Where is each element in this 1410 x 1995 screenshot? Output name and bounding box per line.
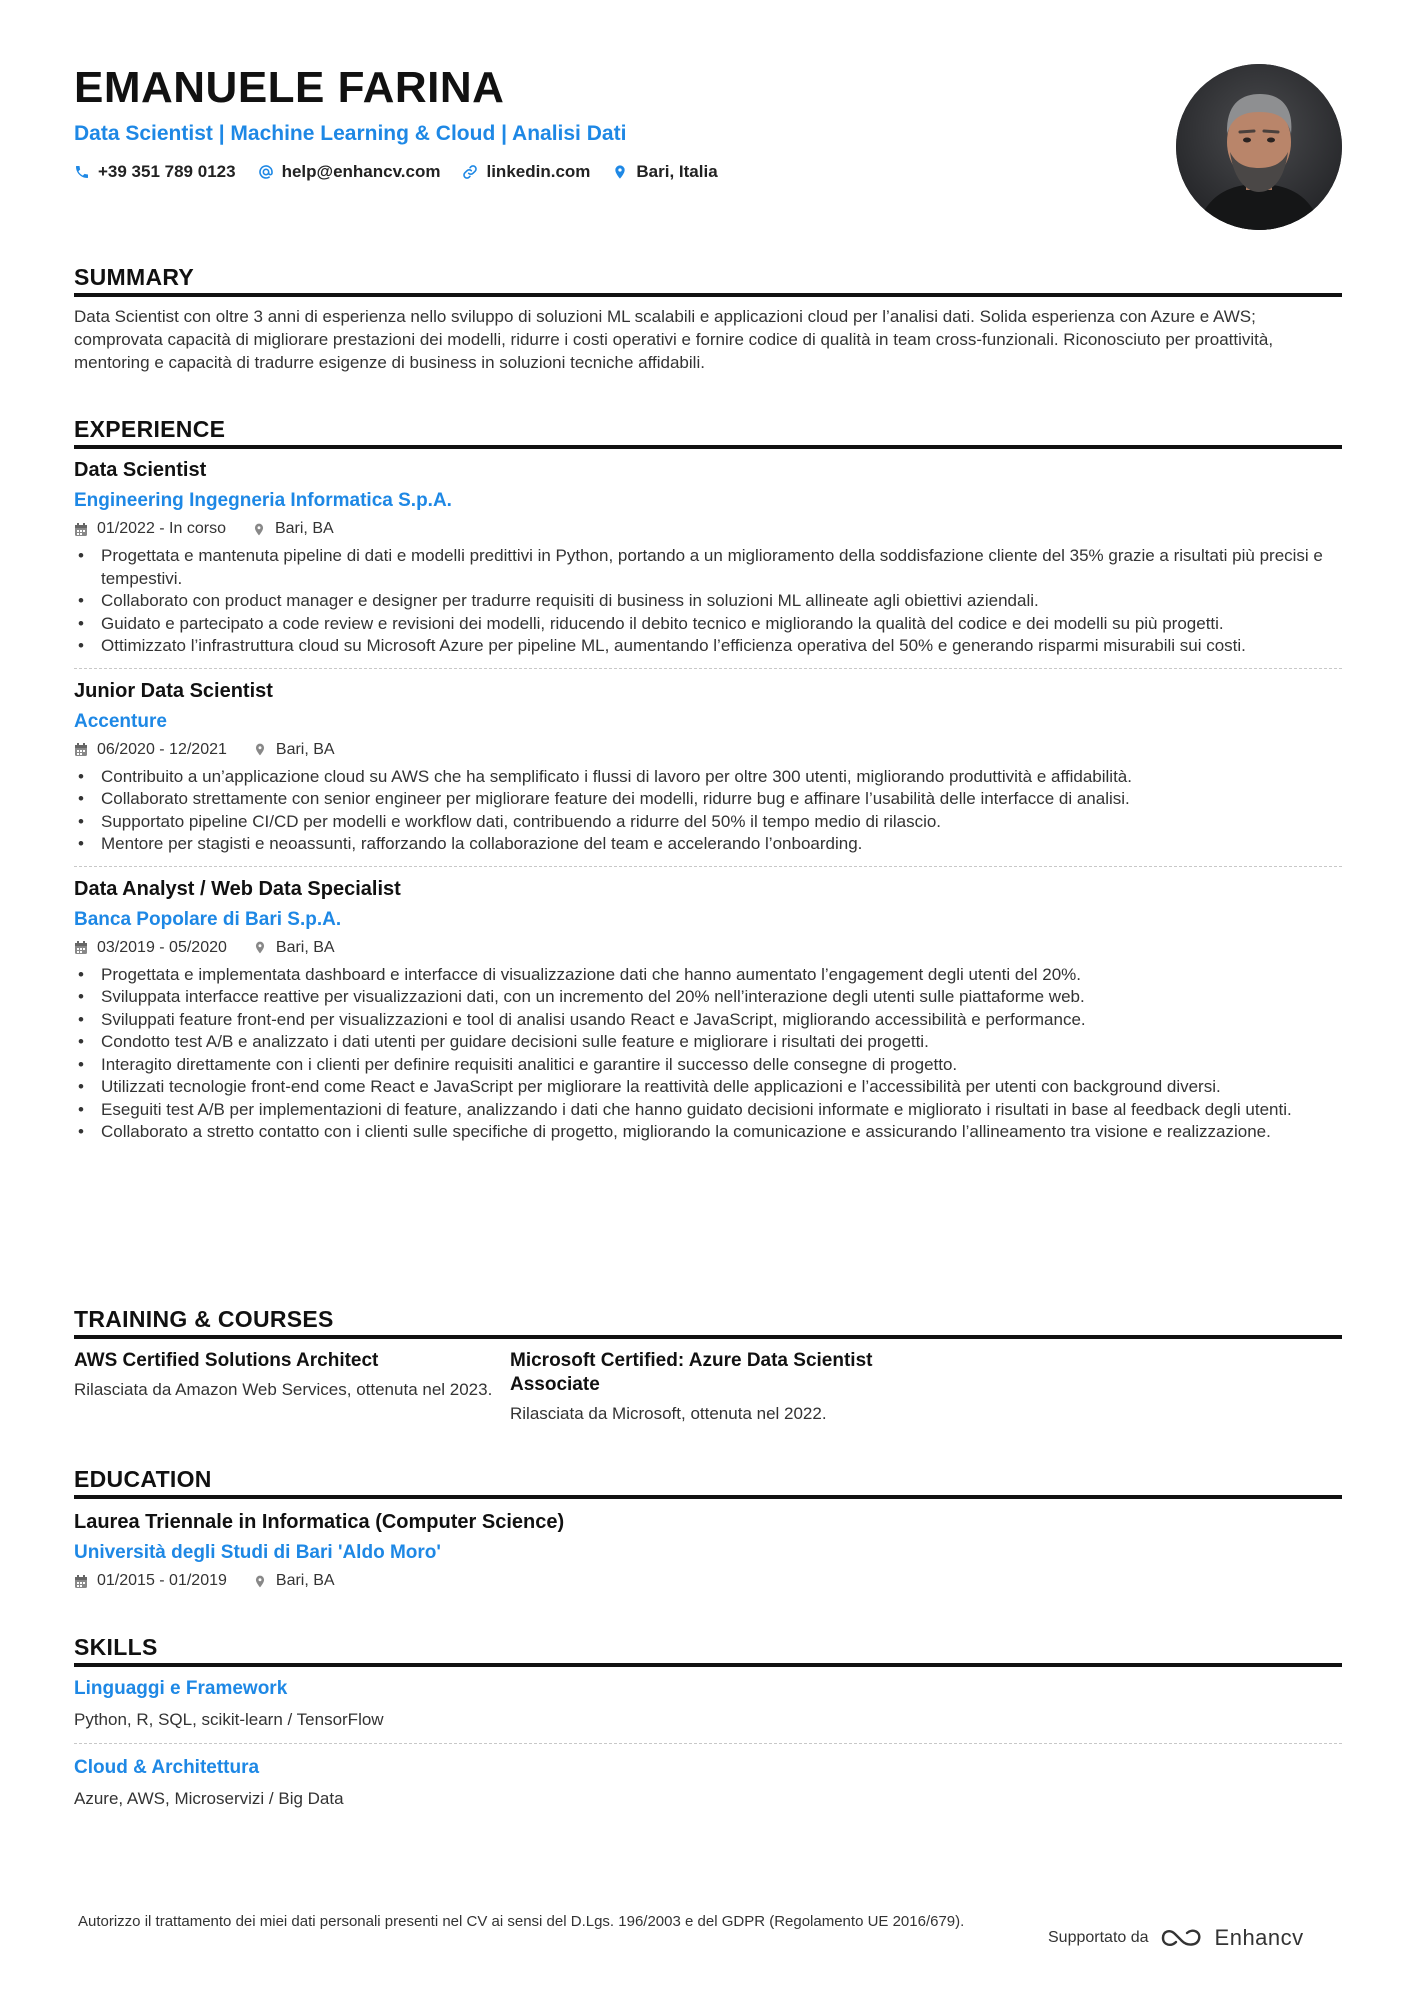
section-rule (74, 1495, 1342, 1499)
course-title: Microsoft Certified: Azure Data Scientist Associate (510, 1350, 873, 1395)
education-meta (74, 1570, 1342, 1592)
bullet-item: • Interagito direttamente con i clienti per definire requisiti analitici e garantire il successo delle consegne di progetto. (74, 1054, 1342, 1077)
experience-heading: EXPERIENCE (74, 416, 226, 442)
bullet-item: • Progettata e mantenuta pipeline di dati e modelli predittivi in Python, portando a un miglioramento della soddisfazione cliente del 35% grazie a risultati più precisi e tempestivi. (74, 545, 1342, 590)
job-bullets (74, 964, 1342, 1144)
training-section (74, 1304, 1342, 1426)
map-pin-icon (253, 742, 267, 757)
resume-header (74, 62, 1174, 182)
contact-phone[interactable] (74, 162, 236, 182)
bullet-item: • Utilizzati tecnologie front-end come React e JavaScript per migliorare la reattività delle applicazioni e l’accessibilità per utenti con background diversi. (74, 1076, 1342, 1099)
bullet-item: • Contribuito a un’applicazione cloud su AWS che ha semplificato i flussi di lavoro per oltre 300 utenti, migliorando produttività e affidabilità. (74, 766, 1342, 789)
at-icon (258, 164, 274, 180)
education-dates (74, 1570, 227, 1592)
job-dates (74, 739, 227, 761)
contact-location (612, 162, 717, 182)
education-entry (74, 1509, 1342, 1592)
course-list (74, 1349, 1342, 1426)
course-title: AWS Certified Solutions Architect (74, 1350, 379, 1371)
entry-divider (74, 668, 1342, 669)
education-location-text: Bari, BA (275, 1572, 335, 1589)
job-dates (74, 518, 226, 540)
education-section (74, 1464, 1342, 1592)
bullet-item: • Condotto test A/B e analizzato i dati utenti per guidare decisioni sulle feature e migliorare i risultati dei progetti. (74, 1031, 1342, 1054)
calendar-icon (74, 1574, 88, 1589)
job-dates (74, 937, 227, 959)
summary-section (74, 262, 1342, 374)
powered-by[interactable] (1048, 1925, 1304, 1951)
job-bullets (74, 545, 1342, 658)
privacy-consent-note: Autorizzo il trattamento dei miei dati personali presenti nel CV ai sensi del D.Lgs. 196/2003 e del GDPR (Regolamento UE 2016/679). (78, 1913, 965, 1930)
contact-row (74, 162, 1174, 182)
job-role: Data Analyst / Web Data Specialist (74, 877, 401, 900)
map-pin-icon (253, 940, 267, 955)
degree-title: Laurea Triennale in Informatica (Computer Science) (74, 1511, 565, 1533)
powered-by-label: Supportato da (1048, 1929, 1149, 1946)
skill-list: Azure, AWS, Microservizi / Big Data (74, 1789, 344, 1808)
bullet-item: • Guidato e partecipato a code review e revisioni dei modelli, riducendo il debito tecnico e migliorando la qualità del codice e dei modelli su più progetti. (74, 613, 1342, 636)
bullet-item: • Collaborato a stretto contatto con i clienti sulle specifiche di progetto, migliorando la comunicazione e assicurando l’allineamento tra visione e realizzazione. (74, 1121, 1342, 1144)
job-meta (74, 518, 1342, 540)
map-pin-icon (252, 522, 266, 537)
skill-category: Cloud & Architettura (74, 1757, 260, 1778)
job-location-text: Bari, BA (275, 740, 335, 758)
bullet-item: • Eseguiti test A/B per implementazioni di feature, analizzando i dati che hanno guidato decisioni informate e migliorato i risultati in base al feedback degli utenti. (74, 1099, 1342, 1122)
education-location (253, 1570, 335, 1592)
avatar-portrait (1176, 64, 1342, 230)
job-role: Data Scientist (74, 459, 207, 481)
job-entry (74, 678, 1342, 856)
education-dates-text: 01/2015 - 01/2019 (97, 1572, 227, 1589)
school-name: Università degli Studi di Bari 'Aldo Moro' (74, 1542, 441, 1563)
phone-text: +39 351 789 0123 (98, 162, 236, 181)
education-heading: EDUCATION (74, 1466, 212, 1492)
map-pin-icon (612, 164, 628, 180)
skill-list: Python, R, SQL, scikit-learn / TensorFlow (74, 1710, 384, 1729)
candidate-name: EMANUELE FARINA (74, 63, 505, 112)
job-location-text: Bari, BA (274, 520, 334, 537)
bullet-item: • Collaborato strettamente con senior engineer per migliorare feature dei modelli, ridurre bug e affinare l’usabilità delle interfacce di analisi. (74, 788, 1342, 811)
phone-icon (74, 164, 90, 180)
job-meta (74, 937, 1342, 959)
contact-linkedin[interactable] (462, 162, 590, 182)
section-rule (74, 445, 1342, 449)
linkedin-text: linkedin.com (486, 162, 591, 181)
section-rule (74, 1335, 1342, 1339)
bullet-item: • Supportato pipeline CI/CD per modelli e workflow dati, contribuendo a ridurre del 50% il tempo medio di rilascio. (74, 811, 1342, 834)
job-dates-text: 06/2020 - 12/2021 (97, 740, 227, 758)
section-rule (74, 293, 1342, 297)
bullet-item: • Collaborato con product manager e designer per tradurre requisiti di business in soluzioni ML allineate agli obiettivi aziendali. (74, 590, 1342, 613)
bullet-item: • Ottimizzato l’infrastruttura cloud su Microsoft Azure per pipeline ML, aumentando l’efficienza operativa del 50% e generando risparmi misurabili sui costi. (74, 635, 1342, 658)
skills-section (74, 1632, 1342, 1810)
job-company: Accenture (74, 710, 167, 732)
job-company: Banca Popolare di Bari S.p.A. (74, 908, 342, 930)
job-location-text: Bari, BA (275, 938, 335, 956)
bullet-item: • Sviluppata interfacce reattive per visualizzazioni dati, con un incremento del 20% nell’interazione degli utenti sulle piattaforme web. (74, 986, 1342, 1009)
entry-divider (74, 866, 1342, 867)
job-entry (74, 876, 1342, 1144)
email-text: help@enhancv.com (281, 162, 441, 181)
calendar-icon (74, 940, 88, 955)
enhancv-brand: Enhancv (1214, 1925, 1304, 1950)
course-desc: Rilasciata da Microsoft, ottenuta nel 2022. (510, 1404, 827, 1423)
job-meta (74, 739, 1342, 761)
training-heading: TRAINING & COURSES (74, 1306, 334, 1332)
experience-section (74, 414, 1342, 1144)
skill-group (74, 1677, 1342, 1731)
job-location (253, 937, 335, 959)
section-rule (74, 1663, 1342, 1667)
link-icon (462, 164, 478, 180)
summary-heading: SUMMARY (74, 264, 195, 290)
enhancv-logo-icon (1159, 1926, 1205, 1950)
course-item (74, 1349, 510, 1426)
entry-divider (74, 1743, 1342, 1744)
skill-group (74, 1756, 1342, 1810)
calendar-icon (74, 742, 88, 757)
candidate-tagline: Data Scientist | Machine Learning & Cloud | Analisi Dati (74, 122, 627, 145)
job-dates-text: 03/2019 - 05/2020 (97, 938, 227, 956)
skill-category: Linguaggi e Framework (74, 1678, 288, 1699)
location-text: Bari, Italia (636, 162, 718, 181)
bullet-item: • Sviluppati feature front-end per visualizzazioni e tool di analisi usando React e JavaScript, migliorando accessibilità e performance. (74, 1009, 1342, 1032)
job-dates-text: 01/2022 - In corso (97, 520, 226, 537)
job-location (253, 739, 335, 761)
calendar-icon (74, 522, 88, 537)
job-company: Engineering Ingegneria Informatica S.p.A. (74, 490, 452, 511)
job-bullets (74, 766, 1342, 856)
course-desc: Rilasciata da Amazon Web Services, ottenuta nel 2023. (74, 1380, 493, 1399)
contact-email[interactable] (258, 162, 441, 182)
skills-heading: SKILLS (74, 1634, 158, 1660)
map-pin-icon (253, 1574, 267, 1589)
course-item (510, 1349, 946, 1426)
job-location (252, 518, 334, 540)
job-entry (74, 457, 1342, 658)
job-role: Junior Data Scientist (74, 679, 273, 702)
bullet-item: • Progettata e implementata dashboard e interfacce di visualizzazione dati che hanno aumentato l’engagement degli utenti del 20%. (74, 964, 1342, 987)
summary-text: Data Scientist con oltre 3 anni di esperienza nello sviluppo di soluzioni ML scalabili e applicazioni cloud per l’analisi dati. Solida esperienza con Azure e AWS; comprovata capacità di migliorare prestazioni dei modelli, ridurre i costi operativi e fornire codice di qualità in team cross-funzionali. Riconosciuto per proattività, mentoring e capacità di tradurre esigenze di business in soluzioni tecniche affidabili. (74, 307, 1274, 372)
profile-photo (1176, 64, 1342, 230)
bullet-item: • Mentore per stagisti e neoassunti, rafforzando la collaborazione del team e accelerando l’onboarding. (74, 833, 1342, 856)
